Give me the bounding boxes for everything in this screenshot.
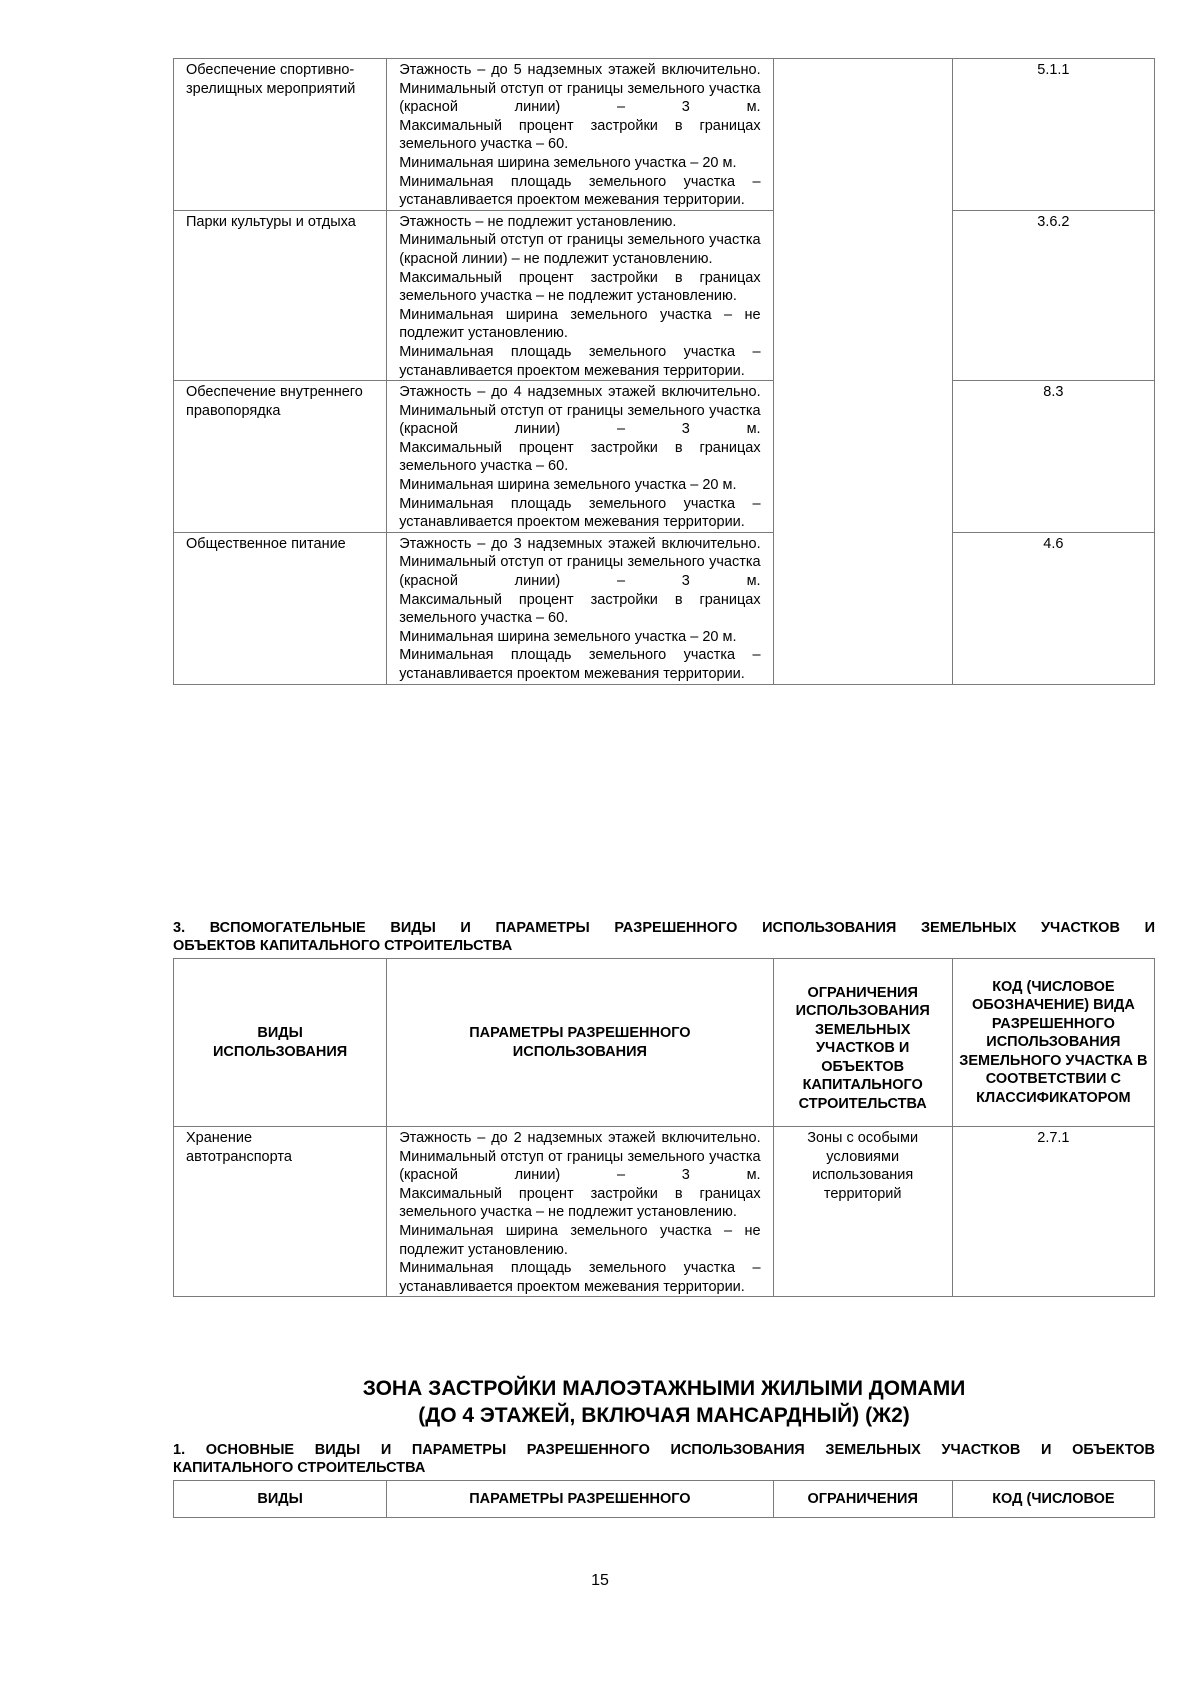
column-header: КОД (ЧИСЛОВОЕ ОБОЗНАЧЕНИЕ) ВИДА РАЗРЕШЕННОГО ИСПОЛЬЗОВАНИЯ ЗЕМЕЛЬНОГО УЧАСТКА В СООТВЕТСТВИИ С КЛАССИФИКАТОРОМ [952, 959, 1154, 1127]
param-line: Максимальный процент застройки в границах земельного участка – 60. [399, 117, 761, 153]
top-table [173, 58, 1155, 685]
use-kind-cell: Обеспечение внутреннего правопорядка [174, 381, 387, 533]
params-cell [387, 532, 773, 684]
param-line: Этажность – до 5 надземных этажей включительно. [399, 62, 761, 78]
param-line: Этажность – до 3 надземных этажей включительно. [399, 535, 761, 552]
param-line: Минимальная ширина земельного участка – не подлежит установлению. [399, 1222, 761, 1258]
column-header: ОГРАНИЧЕНИЯ [773, 1481, 952, 1518]
param-line: Минимальный отступ от границы земельного участка (красной линии) – 3 м. [399, 80, 761, 116]
param-line: Минимальный отступ от границы земельного участка (красной линии) – 3 м. [399, 1148, 761, 1184]
params-cell [387, 381, 773, 533]
column-header: ОГРАНИЧЕНИЯ ИСПОЛЬЗОВАНИЯ ЗЕМЕЛЬНЫХ УЧАСТКОВ И ОБЪЕКТОВ КАПИТАЛЬНОГО СТРОИТЕЛЬСТВА [773, 959, 952, 1127]
table-header-row [174, 959, 1155, 1127]
restrictions-cell [773, 59, 952, 685]
param-line: Максимальный процент застройки в границах земельного участка – 60. [399, 439, 761, 475]
param-line: Минимальная ширина земельного участка – 20 м. [399, 154, 737, 171]
auxiliary-uses-table [173, 958, 1155, 1297]
table-row [174, 210, 1155, 380]
table-header-row [174, 1481, 1155, 1518]
param-line: Минимальная ширина земельного участка – 20 м. [399, 628, 737, 645]
param-line: Этажность – до 2 надземных этажей включительно. [399, 1130, 761, 1146]
column-header: ПАРАМЕТРЫ РАЗРЕШЕННОГО ИСПОЛЬЗОВАНИЯ [387, 959, 773, 1127]
param-line: Минимальная площадь земельного участка – устанавливается проектом межевания территории. [399, 647, 761, 682]
param-line: Минимальная площадь земельного участка – устанавливается проектом межевания территории. [399, 495, 761, 531]
params-cell [387, 1127, 773, 1297]
param-line: Минимальный отступ от границы земельного участка (красной линии) – 3 м. [399, 554, 761, 590]
section-heading [173, 919, 1155, 956]
use-kind-cell: Обеспечение спортивно-зрелищных мероприятий [174, 59, 387, 211]
section-heading-line: 3. ВСПОМОГАТЕЛЬНЫЕ ВИДЫ И ПАРАМЕТРЫ РАЗРЕШЕННОГО ИСПОЛЬЗОВАНИЯ ЗЕМЕЛЬНЫХ УЧАСТКОВ И [173, 920, 1155, 936]
code-cell: 5.1.1 [952, 59, 1154, 211]
param-line: Максимальный процент застройки в границах земельного участка – не подлежит установлению. [399, 1185, 761, 1221]
code-cell: 8.3 [952, 381, 1154, 533]
table-row [174, 381, 1155, 533]
page-number: 15 [591, 1572, 609, 1589]
section-heading-line: КАПИТАЛЬНОГО СТРОИТЕЛЬСТВА [173, 1460, 426, 1477]
code-cell: 4.6 [952, 532, 1154, 684]
param-line: Этажность – до 4 надземных этажей включительно. [399, 384, 761, 401]
param-line: Максимальный процент застройки в границах земельного участка – не подлежит установлению. [399, 269, 761, 305]
use-kind-cell: Хранение автотранспорта [174, 1127, 387, 1297]
code-cell: 2.7.1 [952, 1127, 1154, 1297]
main-uses-table [173, 1480, 1155, 1518]
param-line: Минимальный отступ от границы земельного участка (красной линии) – не подлежит установлению. [399, 232, 761, 267]
section-heading [173, 1441, 1155, 1478]
param-line: Минимальный отступ от границы земельного участка (красной линии) – 3 м. [399, 402, 761, 438]
table-row [174, 532, 1155, 684]
section-heading-line: 1. ОСНОВНЫЕ ВИДЫ И ПАРАМЕТРЫ РАЗРЕШЕННОГО ИСПОЛЬЗОВАНИЯ ЗЕМЕЛЬНЫХ УЧАСТКОВ И ОБЪЕКТОВ [173, 1442, 1155, 1458]
zone-title [173, 1375, 1155, 1429]
column-header: ВИДЫ ИСПОЛЬЗОВАНИЯ [174, 959, 387, 1127]
restrictions-cell: Зоны с особыми условиями использования территорий [773, 1127, 952, 1297]
param-line: Минимальная площадь земельного участка – устанавливается проектом межевания территории. [399, 173, 761, 209]
column-header: ВИДЫ [174, 1481, 387, 1518]
param-line: Минимальная ширина земельного участка – 20 м. [399, 477, 737, 494]
params-cell [387, 59, 773, 211]
params-cell [387, 210, 773, 380]
param-line: Этажность – не подлежит установлению. [399, 213, 677, 230]
table-row [174, 59, 1155, 211]
param-line: Минимальная площадь земельного участка – устанавливается проектом межевания территории. [399, 343, 761, 379]
table-row [174, 1127, 1155, 1297]
section-heading-line: ОБЪЕКТОВ КАПИТАЛЬНОГО СТРОИТЕЛЬСТВА [173, 938, 513, 955]
column-header: КОД (ЧИСЛОВОЕ [952, 1481, 1154, 1518]
column-header: ПАРАМЕТРЫ РАЗРЕШЕННОГО [387, 1481, 773, 1518]
zone-title-line: ЗОНА ЗАСТРОЙКИ МАЛОЭТАЖНЫМИ ЖИЛЫМИ ДОМАМИ [362, 1377, 966, 1400]
param-line: Минимальная площадь земельного участка – устанавливается проектом межевания территории. [399, 1260, 761, 1295]
code-cell: 3.6.2 [952, 210, 1154, 380]
use-kind-cell: Общественное питание [174, 532, 387, 684]
param-line: Максимальный процент застройки в границах земельного участка – 60. [399, 591, 761, 627]
zone-title-line: (ДО 4 ЭТАЖЕЙ, ВКЛЮЧАЯ МАНСАРДНЫЙ) (Ж2) [418, 1404, 910, 1427]
param-line: Минимальная ширина земельного участка – не подлежит установлению. [399, 306, 761, 342]
use-kind-cell: Парки культуры и отдыха [174, 210, 387, 380]
